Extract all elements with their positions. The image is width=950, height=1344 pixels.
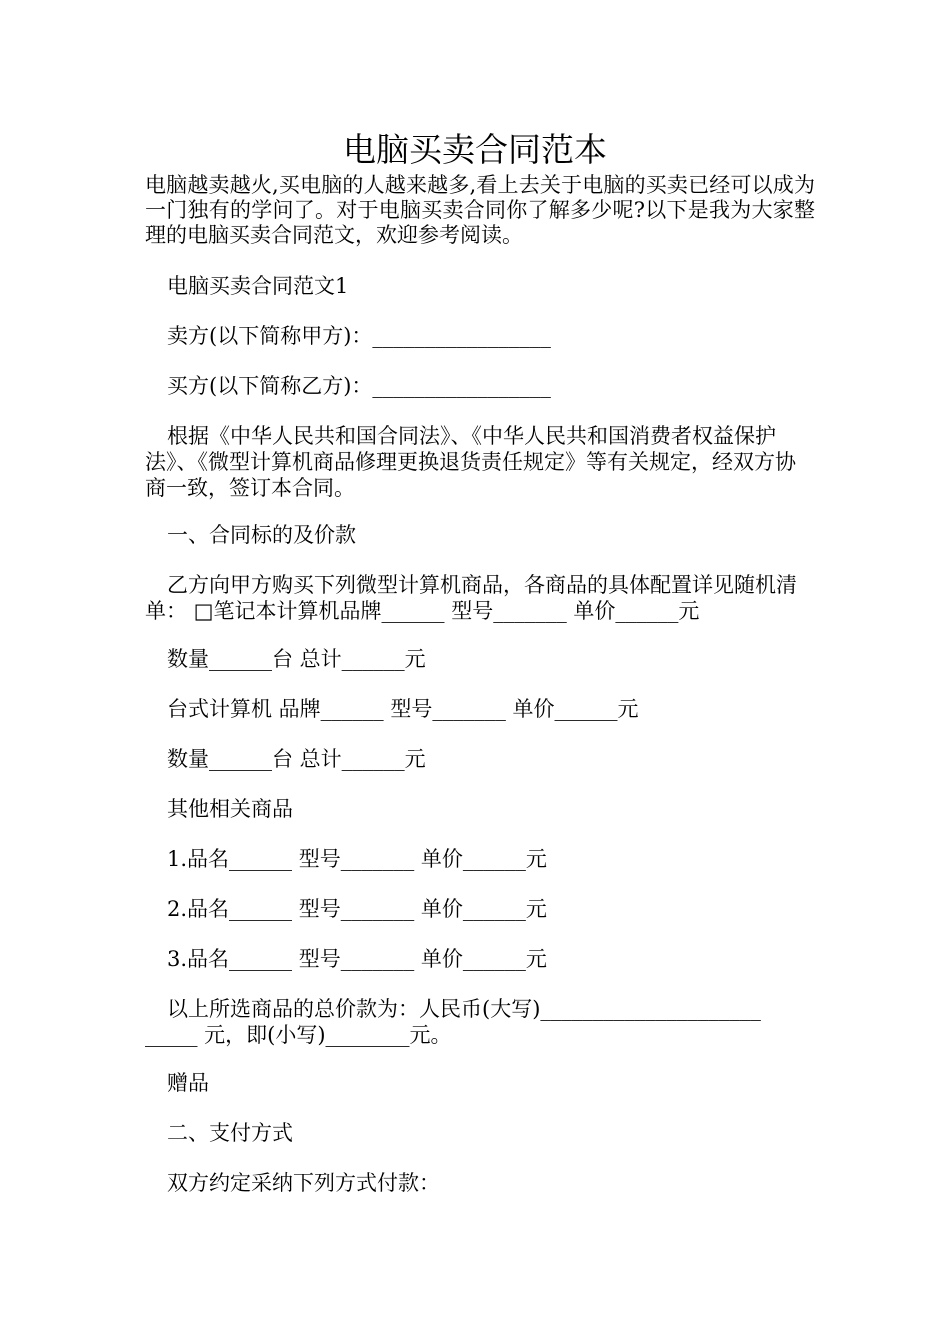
other-item-1: 1.品名______ 型号_______ 单价______元 [167, 847, 547, 871]
document-title: 电脑买卖合同范本 [343, 130, 607, 169]
section-heading-payment: 二、支付方式 [167, 1121, 293, 1145]
intro-paragraph: 电脑越卖越火,买电脑的人越来越多,看上去关于电脑的买卖已经可以成为一门独有的学问了。对于电脑买卖合同你了解多少呢?以下是我为大家整理的电脑买卖合同范文，欢迎参考阅读。 [145, 173, 815, 247]
seller-line: 卖方(以下简称甲方)：_________________ [167, 324, 551, 348]
gifts-line: 赠品 [167, 1071, 209, 1095]
purchase-items-paragraph: 乙方向甲方购买下列微型计算机商品，各商品的具体配置详见随机清单： □笔记本计算机品牌______ 型号_______ 单价______元 [145, 573, 797, 623]
buyer-line: 买方(以下简称乙方)：_________________ [167, 374, 551, 398]
laptop-quantity-line: 数量______台 总计______元 [167, 647, 426, 671]
legal-basis-paragraph: 根据《中华人民共和国合同法》、《中华人民共和国消费者权益保护法》、《微型计算机商品修理更换退货责任规定》等有关规定，经双方协商一致，签订本合同。 [145, 424, 796, 500]
other-item-2: 2.品名______ 型号_______ 单价______元 [167, 897, 547, 921]
other-goods-heading: 其他相关商品 [167, 797, 293, 821]
section-heading-fanwen-1: 电脑买卖合同范文1 [167, 274, 349, 298]
payment-method-line: 双方约定采纳下列方式付款： [167, 1171, 440, 1195]
other-item-3: 3.品名______ 型号_______ 单价______元 [167, 947, 547, 971]
total-price-paragraph: 以上所选商品的总价款为：人民币(大写)_____________________ _____ 元，即(小写)________元。 [145, 997, 768, 1047]
desktop-quantity-line: 数量______台 总计______元 [167, 747, 426, 771]
desktop-line: 台式计算机 品牌______ 型号_______ 单价______元 [167, 697, 639, 721]
section-heading-subject-price: 一、合同标的及价款 [167, 523, 356, 547]
